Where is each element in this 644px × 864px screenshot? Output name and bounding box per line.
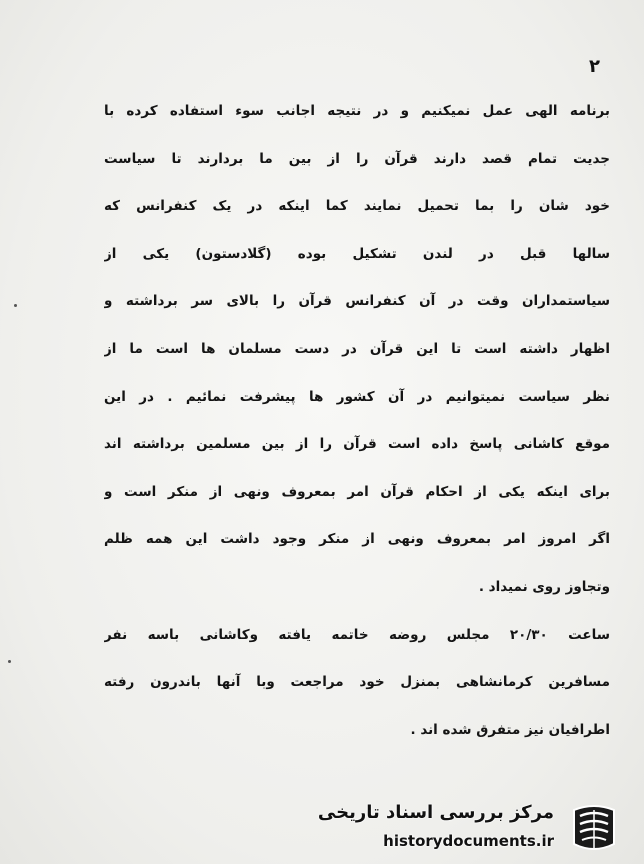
watermark-org-name: مرکز بررسی اسناد تاریخی — [317, 802, 554, 823]
watermark — [317, 798, 630, 858]
text-line: مسافرین کرمانشاهی بمنزل خود مراجعت وبا آنها باندرون رفته — [104, 674, 610, 691]
text-line: موقع کاشانی پاسخ داده است قرآن را از بین مسلمین برداشته اند — [104, 436, 610, 453]
text-line: وتجاوز روی نمیداد . — [478, 578, 610, 595]
text-line: خود شان را بما تحمیل نمایند کما اینکه در یک کنفرانس که — [104, 198, 610, 215]
page-number: ۲ — [589, 56, 600, 77]
scan-speck — [14, 304, 17, 307]
document-body — [104, 88, 610, 754]
text-line: سیاستمداران وقت در آن کنفرانس قرآن را بالای سر برداشته و — [104, 293, 610, 310]
watermark-site: historydocuments.ir — [383, 832, 554, 850]
text-line: برای اینکه یکی از احکام قرآن امر بمعروف ونهی از منکر است و — [104, 483, 610, 500]
text-line: نظر سیاست نمیتوانیم در آن کشور ها پیشرفت نمائیم . در این — [104, 388, 610, 405]
text-line: برنامه الهی عمل نمیکنیم و در نتیجه اجانب سوء استفاده کرده با — [104, 103, 610, 119]
text-line: ساعت ۲۰/۳۰ مجلس روضه خاتمه یافته وکاشانی باسه نفر — [104, 626, 610, 643]
text-line: اگر امروز امر بمعروف ونهی از منکر وجود داشت این همه ظلم — [104, 531, 610, 548]
text-line: سالها قبل در لندن تشکیل بوده (گلادستون) یکی از — [104, 245, 610, 262]
archive-logo-icon — [566, 800, 622, 856]
text-line: جدیت تمام قصد دارند قرآن را از بین ما بردارند تا سیاست — [104, 150, 610, 167]
scan-speck — [8, 660, 11, 663]
text-line: اطرافیان نیز متفرق شده اند . — [410, 721, 610, 738]
text-line: اظهار داشته است تا این قرآن در دست مسلمان ها است ما از — [104, 340, 610, 357]
